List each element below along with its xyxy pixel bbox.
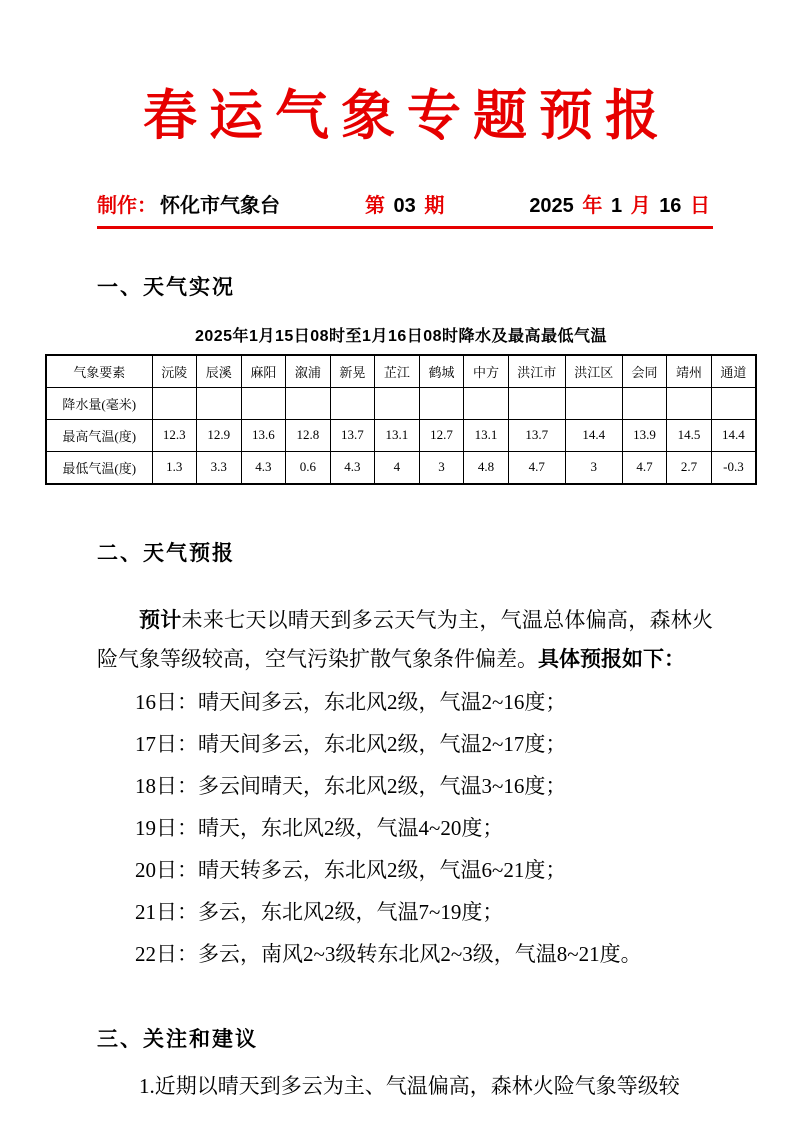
- section-2: [97, 537, 713, 973]
- table-header-cell: 辰溪: [197, 355, 242, 388]
- advice-line: 1.近期以晴天到多云为主、气温偏高，森林火险气象等级较: [139, 1073, 680, 1098]
- table-row: [46, 387, 756, 419]
- table-cell: 1.3: [152, 451, 197, 484]
- forecast-line: 22日：多云，南风2~3级转东北风2~3级，气温8~21度。: [135, 941, 642, 966]
- page-title: 春运气象专题预报: [143, 86, 671, 146]
- table-cell: 4.7: [508, 451, 565, 484]
- table-cell: [711, 387, 756, 419]
- table-header-cell: 芷江: [375, 355, 420, 388]
- forecast-line: 16日：晴天间多云，东北风2级，气温2~16度；: [135, 689, 567, 714]
- table-row: [46, 451, 756, 484]
- section-1-heading: 一、天气实况: [97, 275, 235, 299]
- table-cell: 14.5: [667, 419, 712, 451]
- table-cell: -0.3: [711, 451, 756, 484]
- section-3-heading: 三、关注和建议: [97, 1027, 258, 1051]
- table-header-cell: 鹤城: [419, 355, 464, 388]
- forecast-line: 20日：晴天转多云，东北风2级，气温6~21度；: [135, 857, 567, 882]
- table-cell: 13.9: [622, 419, 667, 451]
- issue-suffix: 期: [424, 194, 445, 217]
- issue-number: [365, 189, 447, 218]
- table-row-label: 最低气温(度): [46, 451, 152, 484]
- table-cell: 14.4: [711, 419, 756, 451]
- intro-tail: 具体预报如下：: [538, 647, 685, 671]
- issue-value: 03: [393, 194, 416, 217]
- intro-body: 未来七天以晴天到多云天气为主，气温总体偏高，森林火险气象等级较高，空气污染扩散气象条件偏差。: [97, 607, 714, 671]
- producer-label: 制作：: [97, 194, 157, 217]
- table-cell: [464, 387, 509, 419]
- table-cell: 12.7: [419, 419, 464, 451]
- table-cell: [286, 387, 331, 419]
- table-cell: 12.9: [197, 419, 242, 451]
- table-header-cell: 沅陵: [152, 355, 197, 388]
- date-day: 16: [659, 194, 682, 217]
- table-cell: 13.7: [508, 419, 565, 451]
- table-cell: 3.3: [197, 451, 242, 484]
- date-year: 2025: [529, 194, 574, 217]
- date-year-label: 年: [582, 194, 603, 217]
- table-row-label: 最高气温(度): [46, 419, 152, 451]
- producer-name: 怀化市气象台: [160, 194, 280, 217]
- table-header-cell: 溆浦: [286, 355, 331, 388]
- table-header-cell: 中方: [464, 355, 509, 388]
- forecast-line: 19日：晴天，东北风2级，气温4~20度；: [135, 815, 504, 840]
- forecast-intro: [97, 601, 713, 679]
- table-cell: 4.8: [464, 451, 509, 484]
- table-cell: 4.3: [241, 451, 286, 484]
- table-header-row: [46, 355, 756, 388]
- date-day-label: 日: [690, 194, 710, 217]
- section-3: [97, 1023, 713, 1105]
- table-cell: 13.6: [241, 419, 286, 451]
- intro-lead: 预计: [139, 608, 182, 632]
- table-cell: 0.6: [286, 451, 331, 484]
- table-cell: 12.3: [152, 419, 197, 451]
- table-cell: 14.4: [565, 419, 622, 451]
- masthead: [97, 189, 713, 218]
- table-header-cell: 靖州: [667, 355, 712, 388]
- table-cell: 4.3: [330, 451, 375, 484]
- table-header-cell: 新晃: [330, 355, 375, 388]
- table-cell: 2.7: [667, 451, 712, 484]
- table-cell: [565, 387, 622, 419]
- table-row-label: 降水量(毫米): [46, 387, 152, 419]
- table-cell: 13.1: [375, 419, 420, 451]
- table-row: [46, 419, 756, 451]
- table-cell: 3: [419, 451, 464, 484]
- table-header-cell: 麻阳: [241, 355, 286, 388]
- table-cell: 4: [375, 451, 420, 484]
- forecast-line: 17日：晴天间多云，东北风2级，气温2~17度；: [135, 731, 567, 756]
- masthead-block: [97, 189, 713, 229]
- table-header-cell: 洪江市: [508, 355, 565, 388]
- red-divider: [97, 226, 713, 229]
- section-2-heading: 二、天气预报: [97, 541, 235, 565]
- producer: [97, 189, 283, 218]
- table-header-cell: 会同: [622, 355, 667, 388]
- table-cell: [197, 387, 242, 419]
- issue-prefix: 第: [364, 194, 385, 217]
- table-cell: 13.1: [464, 419, 509, 451]
- table-cell: [508, 387, 565, 419]
- table-header-cell: 通道: [711, 355, 756, 388]
- date-month-label: 月: [630, 194, 651, 217]
- table-header-cell: 洪江区: [565, 355, 622, 388]
- date-month: 1: [610, 194, 623, 217]
- table-cell: 4.7: [622, 451, 667, 484]
- table-cell: [330, 387, 375, 419]
- table-cell: 12.8: [286, 419, 331, 451]
- weather-table: [45, 354, 757, 485]
- issue-date: [529, 189, 713, 218]
- table-cell: [152, 387, 197, 419]
- table-cell: [419, 387, 464, 419]
- table-cell: 3: [565, 451, 622, 484]
- forecast-line: 21日：多云，东北风2级，气温7~19度；: [135, 899, 504, 924]
- table-header-cell: 气象要素: [46, 355, 152, 388]
- table-cell: [241, 387, 286, 419]
- table-cell: [375, 387, 420, 419]
- table-cell: [667, 387, 712, 419]
- table-cell: [622, 387, 667, 419]
- section-1: [97, 271, 713, 301]
- table-title: 2025年1月15日08时至1月16日08时降水及最高最低气温: [194, 327, 608, 345]
- table-cell: 13.7: [330, 419, 375, 451]
- forecast-line: 18日：多云间晴天，东北风2级，气温3~16度；: [135, 773, 567, 798]
